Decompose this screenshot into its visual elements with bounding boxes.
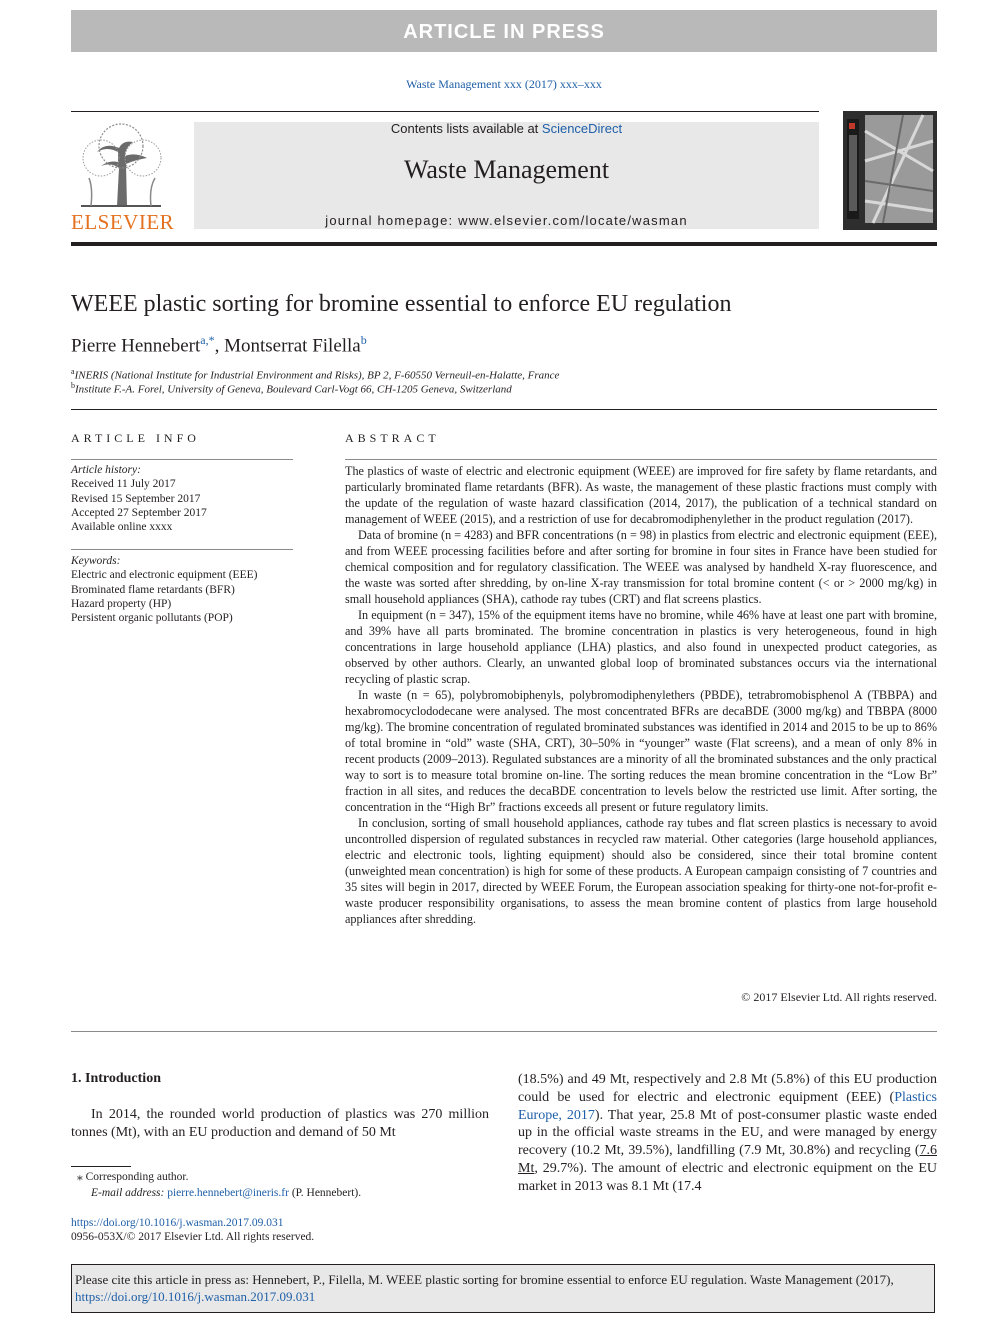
- keyword-1: Electric and electronic equipment (EEE): [71, 569, 258, 582]
- abstract-paragraph-4: In waste (n = 65), polybromobiphenyls, polybromodiphenylethers (PBDE), tetrabromobisphenol A (TBBPA) and hexabromocyclododecane were analysed. The most concentrated BFRs are decaBDE (3000 mg/kg) and TBBPA (8000 mg/kg). The bromine concentration of regulated brominated substances was identified in 2014 and 2015 to be up to 86% of total bromine in “old” waste (SHA, CRT), 30–50% in “younger” waste (Flat screens), and a mean of only 8% in recent products (2009–2013). Regulated substances are a minority of all the brominated substances and the only practical way to sort is to measure total bromine on-line. The sorting reduces the mean bromine concentration in the “Low Br” fraction in all sites, and reduces the decaBDE concentration to levels below the restricted use limit. After sorting, the concentration in the “High Br” fractions exceeds all present or future regulatory limits.: [345, 688, 937, 814]
- article-title: WEEE plastic sorting for bromine essential to enforce EU regulation: [71, 291, 732, 317]
- abstract-rule: [345, 459, 937, 460]
- affiliation-b-text: Institute F.-A. Forel, University of Geneva, Boulevard Carl-Vogt 66, CH-1205 Geneva, Switzerland: [75, 383, 512, 396]
- affiliation-a: [71, 367, 559, 382]
- intro-left-column: In 2014, the rounded world production of plastics was 270 million tonnes (Mt), with an EU production and demand of 50 Mt: [71, 1107, 489, 1140]
- article-in-press-banner: ARTICLE IN PRESS: [71, 10, 937, 52]
- abstract-paragraph-1: The plastics of waste of electric and electronic equipment (WEEE) are improved for fire safety by flame retardants, and particularly brominated flame retardants (BFR). As waste, the management of these plastic fractions must comply with the update of the regulation of waste hazard classification (2014, 2017), the publication of a technical standard on management of WEEE (2015), and a restriction of use for decabromodiphenylether in the product regulation (2017).: [345, 464, 937, 526]
- abstract-heading: ABSTRACT: [345, 431, 440, 445]
- keyword-3: Hazard property (HP): [71, 597, 172, 610]
- header-top-rule: [71, 111, 819, 112]
- affiliation-b: [71, 381, 512, 396]
- keyword-4: Persistent organic pollutants (POP): [71, 612, 233, 625]
- footnote-star: ⁎: [77, 1171, 83, 1183]
- sciencedirect-link[interactable]: ScienceDirect: [541, 121, 623, 136]
- history-received: Received 11 July 2017: [71, 478, 176, 491]
- intro-right-text-c: , 29.7%). The amount of electric and electronic equipment on the EU market in 2013 was 8.1 Mt (17.4: [518, 1160, 937, 1194]
- affiliation-a-text: INERIS (National Institute for Industrial Environment and Risks), BP 2, F-60550 Verneuil-en-Halatte, France: [74, 369, 560, 382]
- contents-lists-line: [194, 121, 819, 136]
- email-note: [91, 1186, 361, 1200]
- header-bottom-rule: [71, 242, 937, 246]
- doi-link[interactable]: https://doi.org/10.1016/j.wasman.2017.09.031: [71, 1217, 284, 1229]
- email-suffix: (P. Hennebert).: [288, 1187, 362, 1199]
- history-accepted: Accepted 27 September 2017: [71, 506, 207, 519]
- abstract-paragraph-2: Data of bromine (n = 4283) and BFR concentrations (n = 98) in plastics from electric and electronic equipment (EEE), and from WEEE processing facilities before and after sorting for bromine in four sites in France have been studied for chemical composition and for regulatory classification. The WEEE was analysed by handheld X-ray fluorescence, and the waste was sorted after shredding, by on-line X-ray transmission for total bromine content (< or > 2000 mg/kg) in small household appliances (SHA), cathode ray tubes (CRT) and flat screens plastics.: [345, 528, 937, 606]
- author-email-link[interactable]: pierre.hennebert@ineris.fr: [167, 1187, 289, 1199]
- journal-cover-image: [843, 111, 937, 230]
- elsevier-tree-logo: [71, 122, 171, 208]
- author-1-affiliation-mark[interactable]: a,*: [200, 333, 215, 347]
- history-revised: Revised 15 September 2017: [71, 492, 201, 505]
- keywords-label: Keywords:: [71, 555, 121, 567]
- intro-right-underlined: 7.6 Mt: [518, 1143, 937, 1176]
- article-info-rule: [71, 459, 293, 460]
- keywords-block: [71, 554, 293, 625]
- keywords-rule: [71, 549, 293, 550]
- intro-right-column: [518, 1071, 937, 1196]
- journal-homepage[interactable]: journal homepage: www.elsevier.com/locate/wasman: [325, 213, 688, 228]
- author-separator: ,: [214, 335, 225, 357]
- copyright-notice: © 2017 Elsevier Ltd. All rights reserved.: [741, 990, 937, 1004]
- author-1[interactable]: Pierre Hennebert: [71, 335, 201, 357]
- history-available: Available online xxxx: [71, 521, 173, 534]
- intro-right-text-a: (18.5%) and 49 Mt, respectively and 2.8 Mt (5.8%) of this EU production could be used for electric and electronic equipment (EEE) (: [518, 1072, 937, 1105]
- history-label: Article history:: [71, 464, 141, 476]
- article-history: [71, 463, 293, 534]
- author-2-affiliation-mark[interactable]: b: [360, 333, 367, 347]
- cover-art-icon: [843, 111, 937, 230]
- abstract-bottom-rule: [71, 1031, 937, 1032]
- intro-right-text-b: ). That year, 25.8 Mt of post-consumer plastic waste ended up in the official waste streams in the EU, and were managed by energy recovery (10.2 Mt, 39.5%), landfilling (7.9 Mt, 30.8%) and recycling (: [518, 1107, 937, 1159]
- author-2[interactable]: Montserrat Filella: [224, 335, 361, 357]
- footnote-rule: [71, 1166, 131, 1167]
- contents-prefix: Contents lists available at: [390, 121, 542, 136]
- affiliation-b-mark: b: [71, 381, 75, 390]
- keyword-2: Brominated flame retardants (BFR): [71, 583, 235, 596]
- abstract-body: [345, 463, 937, 927]
- citation-doi-link[interactable]: https://doi.org/10.1016/j.wasman.2017.09.031: [75, 1289, 316, 1304]
- article-info-heading: ARTICLE INFO: [71, 431, 200, 445]
- author-list: [71, 333, 367, 357]
- citation-text: Please cite this article in press as: Hennebert, P., Filella, M. WEEE plastic sorting for bromine essential to enforce EU regulation. Waste Management (2017),: [75, 1272, 894, 1287]
- affiliation-a-mark: a: [71, 367, 75, 376]
- affiliation-rule: [71, 409, 937, 410]
- journal-reference-link[interactable]: Waste Management xxx (2017) xxx–xxx: [406, 77, 602, 91]
- citation-box: [71, 1264, 935, 1313]
- journal-name: Waste Management: [403, 155, 610, 184]
- abstract-paragraph-3: In equipment (n = 347), 15% of the equipment items have no bromine, while 46% have at least one part with bromine, and 39% have all parts brominated. The bromine concentration in plastics is very heterogeneous, found in high concentrations in large household appliance (LHA) plastics, and also found in unexpected product categories, as observed by other authors. Clearly, an unwanted global loop of brominated substances occurs via the international recycling of plastic scrap.: [345, 608, 937, 686]
- email-label: E-mail address:: [91, 1187, 168, 1199]
- introduction-heading: 1. Introduction: [71, 1071, 161, 1086]
- issn-line: 0956-053X/© 2017 Elsevier Ltd. All rights reserved.: [71, 1231, 315, 1243]
- plastics-europe-citation-link[interactable]: Plastics Europe, 2017: [518, 1089, 937, 1123]
- abstract-paragraph-5: In conclusion, sorting of small household appliances, cathode ray tubes and flat screen plastics is necessary to avoid uncontrolled dispersion of regulated substances in recycled raw material. Other categories (large household appliances, electric and electronic tools, lighting equipment) should also be considered, since their total bromine content (unweighted mean concentration) is high for some of these products. A European campaign consisting of 7 countries and 35 sites will begin in 2017, directed by WEEE Forum, the European association speaking for thirty-one not-for-profit e-waste producer responsibility organisations, to assess the mean bromine content of plastics from large household appliances after shredding.: [345, 816, 937, 926]
- corresponding-author-note: [77, 1170, 188, 1184]
- elsevier-wordmark: ELSEVIER: [71, 210, 175, 234]
- corresponding-label: Corresponding author.: [85, 1171, 189, 1183]
